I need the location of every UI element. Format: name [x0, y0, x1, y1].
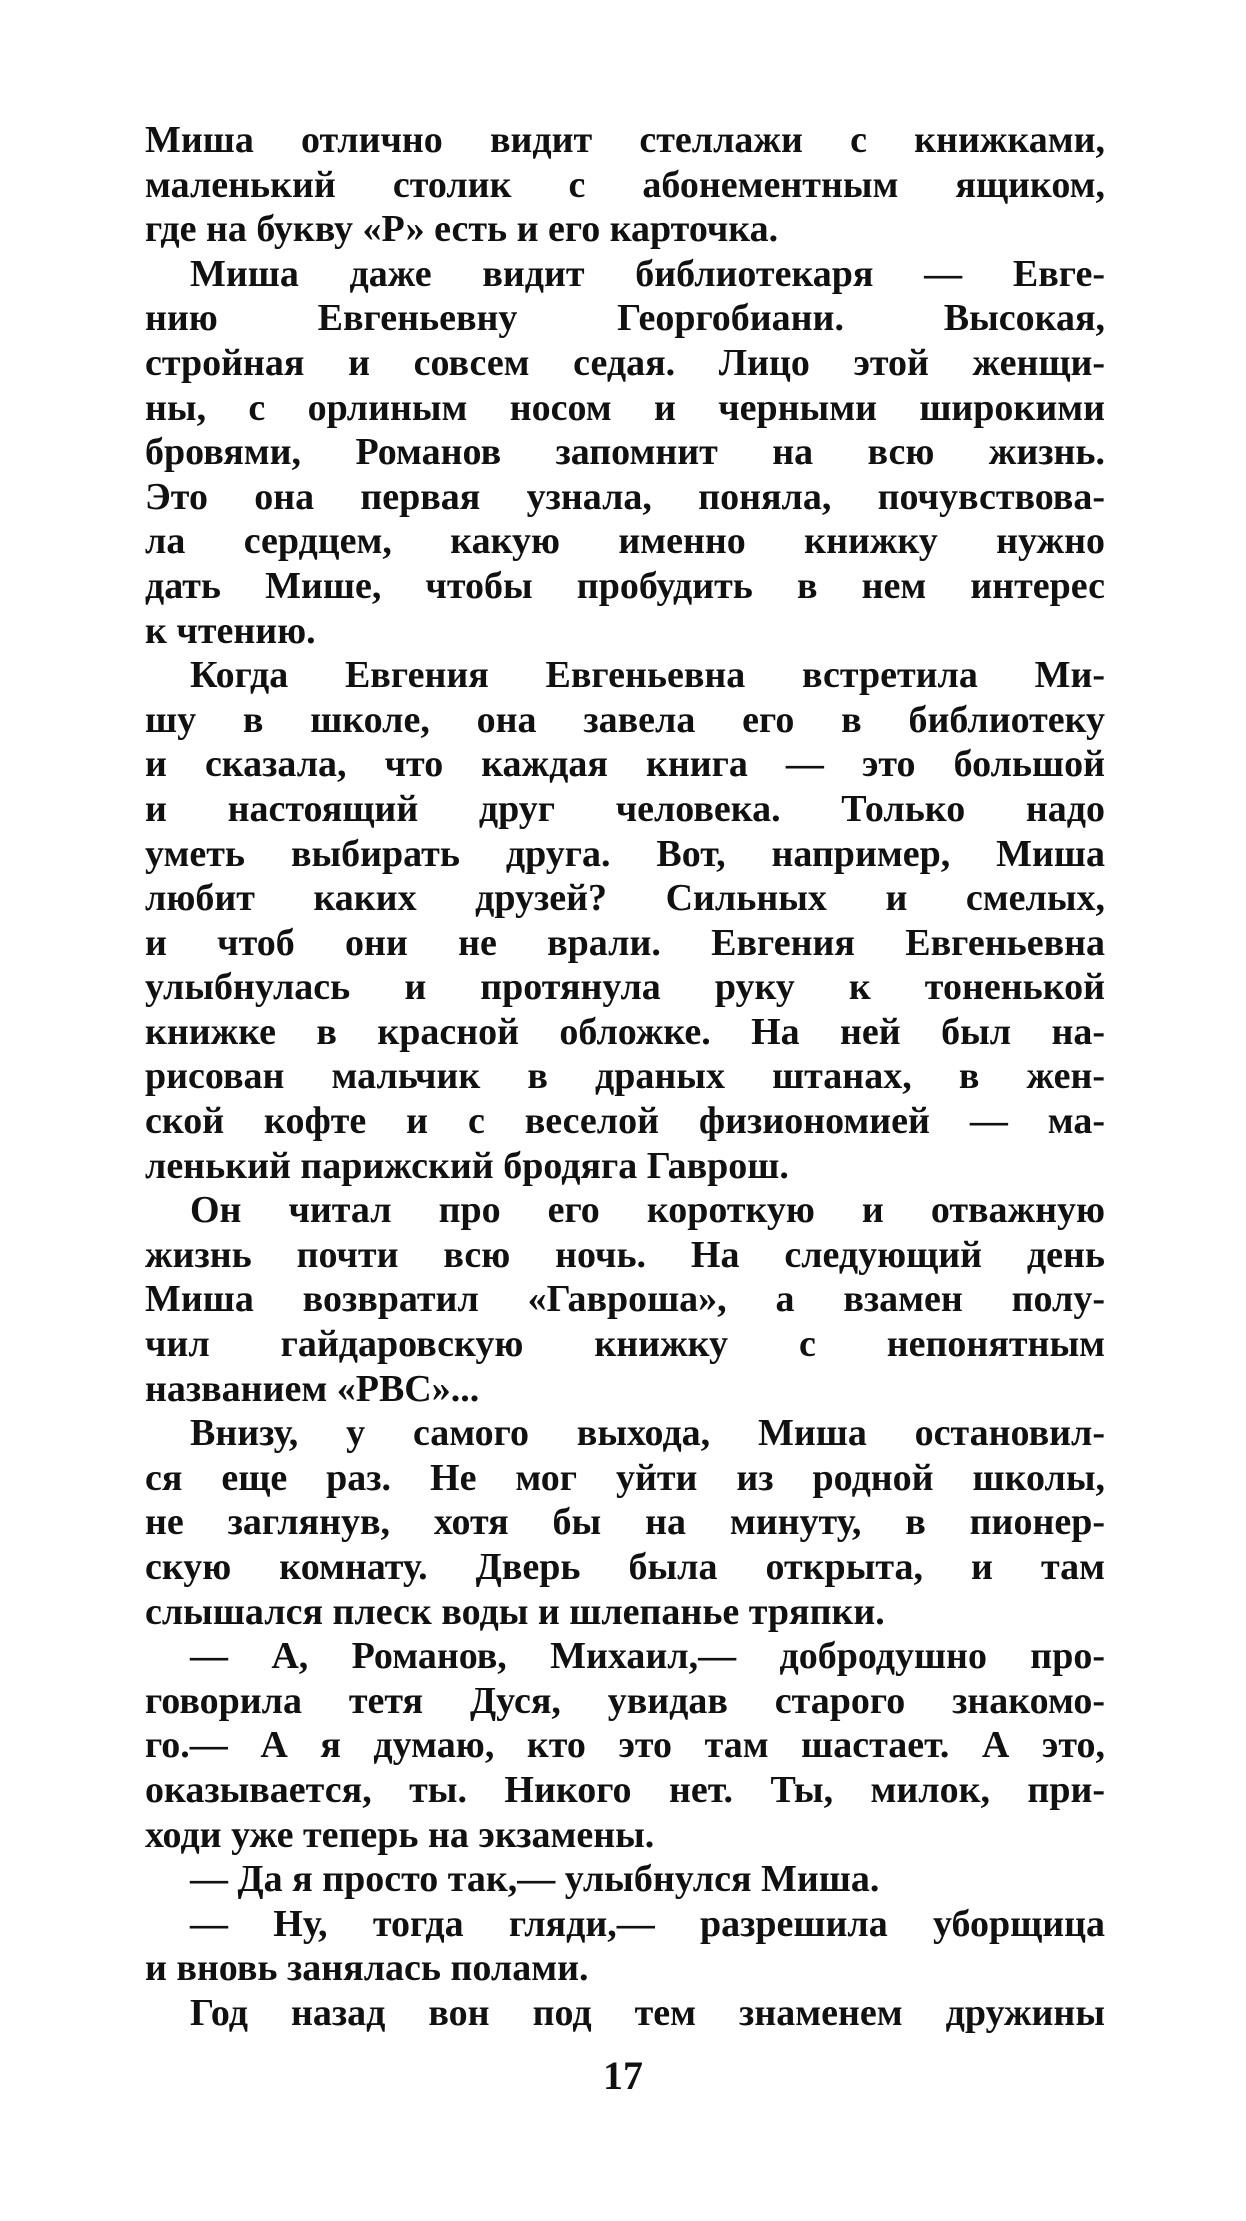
- page-text: [145, 118, 1105, 2036]
- text-line: Год назад вон под тем знаменем дружины: [190, 1991, 1105, 2034]
- text-line: и сказала, что каждая книга — это большой: [145, 743, 1105, 786]
- text-line: нию Евгеньевну Георгобиани. Высокая,: [145, 297, 1105, 340]
- text-line: жизнь почти всю ночь. На следующий день: [145, 1233, 1105, 1276]
- text-line: ской кофте и с веселой физиономией — ма-: [145, 1100, 1105, 1143]
- paragraph-5: [145, 1411, 1105, 1634]
- text-line: — А, Романов, Михаил,— добродушно про-: [190, 1635, 1105, 1678]
- text-line: книжке в красной обложке. На ней был на-: [145, 1010, 1105, 1053]
- paragraph-3: [145, 653, 1105, 1188]
- text-line: не заглянув, хотя бы на минуту, в пионер-: [145, 1501, 1105, 1544]
- paragraph-9: [145, 1991, 1105, 2036]
- paragraph-8: [145, 1902, 1105, 1991]
- text-line: рисован мальчик в драных штанах, в жен-: [145, 1055, 1105, 1098]
- text-line: и настоящий друг человека. Только надо: [145, 787, 1105, 830]
- text-line: — Ну, тогда гляди,— разрешила уборщица: [190, 1902, 1105, 1945]
- text-line: бровями, Романов запомнит на всю жизнь.: [145, 431, 1105, 474]
- text-line: говорила тетя Дуся, увидав старого знакомо-: [145, 1679, 1105, 1722]
- text-line: слышался плеск воды и шлепанье тряпки.: [145, 1590, 885, 1633]
- text-line: и чтоб они не врали. Евгения Евгеньевна: [145, 921, 1105, 964]
- text-line: и вновь занялась полами.: [145, 1947, 589, 1990]
- paragraph-1: [145, 118, 1105, 252]
- text-line: шу в школе, она завела его в библиотеку: [145, 698, 1105, 741]
- text-line: Миша отлично видит стеллажи с книжками,: [145, 119, 1105, 161]
- paragraph-4: [145, 1188, 1105, 1411]
- paragraph-2: [145, 252, 1105, 653]
- text-line: скую комнату. Дверь была открыта, и там: [145, 1546, 1105, 1588]
- text-line: названием «РВС»...: [145, 1367, 480, 1410]
- text-line: к чтению.: [145, 609, 316, 652]
- text-line: Миша даже видит библиотекаря — Евге-: [190, 252, 1105, 295]
- text-line: Когда Евгения Евгеньевна встретила Ми-: [190, 654, 1105, 697]
- text-line: маленький столик с абонементным ящиком,: [145, 163, 1105, 206]
- text-line: уметь выбирать друга. Вот, например, Миша: [145, 832, 1105, 875]
- text-line: го.— А я думаю, кто это там шастает. А это,: [145, 1724, 1105, 1767]
- text-line: где на букву «Р» есть и его карточка.: [145, 208, 779, 251]
- text-line: улыбнулась и протянула руку к тоненькой: [145, 966, 1105, 1009]
- text-line: ны, с орлиным носом и черными широкими: [145, 386, 1105, 429]
- text-line: Внизу, у самого выхода, Миша остановил-: [190, 1412, 1105, 1455]
- text-line: ла сердцем, какую именно книжку нужно: [145, 520, 1105, 563]
- text-line: Это она первая узнала, поняла, почувствова-: [145, 475, 1105, 518]
- page-number: 17: [603, 2053, 643, 2098]
- text-line: стройная и совсем седая. Лицо этой женщи-: [145, 341, 1105, 384]
- text-line: ходи уже теперь на экзамены.: [145, 1813, 655, 1856]
- text-line: ленький парижский бродяга Гаврош.: [145, 1144, 789, 1187]
- text-line: оказывается, ты. Никого нет. Ты, милок, при-: [145, 1768, 1105, 1811]
- paragraph-7: [145, 1857, 1105, 1902]
- text-line: Он читал про его короткую и отважную: [190, 1189, 1105, 1232]
- paragraph-6: [145, 1634, 1105, 1857]
- text-line: ся еще раз. Не мог уйти из родной школы,: [145, 1456, 1105, 1499]
- text-line: Миша возвратил «Гавроша», а взамен полу-: [145, 1278, 1105, 1321]
- text-line: любит каких друзей? Сильных и смелых,: [145, 877, 1105, 920]
- text-line: чил гайдаровскую книжку с непонятным: [145, 1323, 1105, 1366]
- text-line: дать Мише, чтобы пробудить в нем интерес: [145, 564, 1105, 607]
- text-line: — Да я просто так,— улыбнулся Миша.: [190, 1858, 880, 1901]
